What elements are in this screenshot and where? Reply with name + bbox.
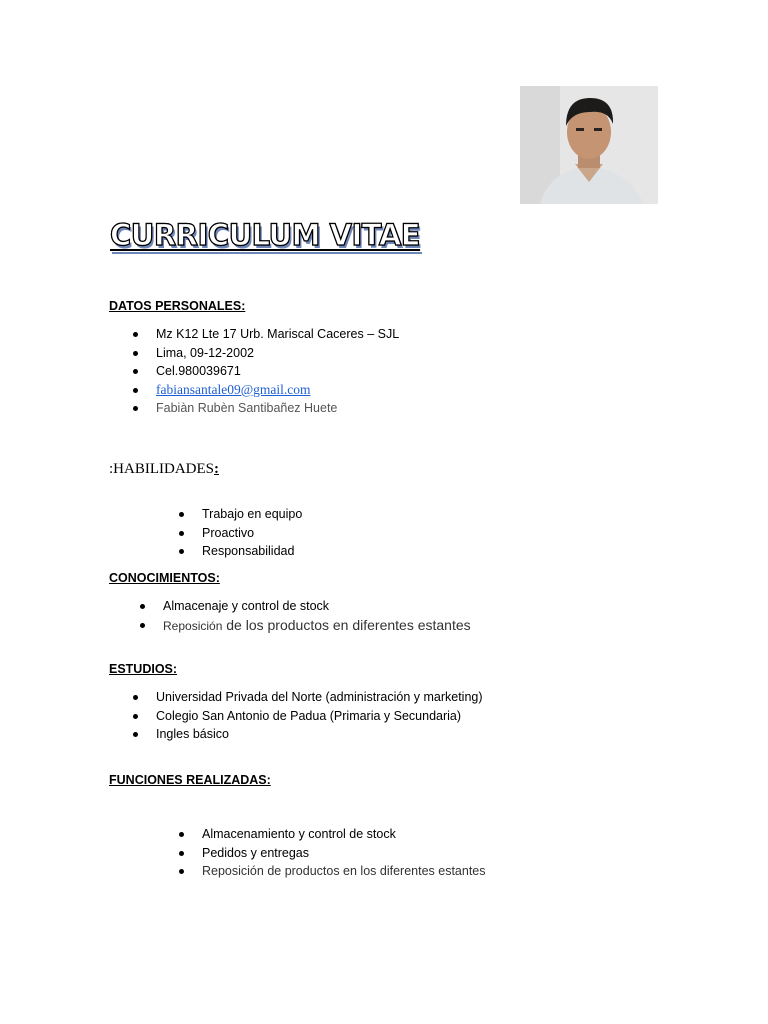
page-title: CURRICULUM VITAE: [110, 218, 421, 252]
list-item: Universidad Privada del Norte (administración y marketing): [156, 688, 483, 707]
list-item: Reposición de productos en los diferentes estantes: [202, 862, 486, 881]
list-item-text-small: Reposición: [163, 618, 223, 633]
list-item: Ingles básico: [156, 725, 483, 744]
profile-photo: [520, 86, 658, 204]
list-item: Almacenamiento y control de stock: [202, 825, 486, 844]
habilidades-heading-colon: :: [214, 461, 219, 477]
section-heading-conocimientos: CONOCIMIENTOS:: [109, 571, 220, 585]
list-item-name: Fabiàn Rubèn Santibañez Huete: [156, 399, 399, 418]
habilidades-list: [202, 505, 302, 561]
list-item-phone: Cel.980039671: [156, 362, 399, 381]
list-item-text: de los productos en diferentes estantes: [222, 616, 471, 633]
list-item: Almacenaje y control de stock: [163, 597, 471, 616]
list-item-birth: Lima, 09-12-2002: [156, 344, 399, 363]
email-link[interactable]: fabiansantale09@gmail.com: [156, 381, 311, 397]
list-item: Trabajo en equipo: [202, 505, 302, 524]
section-heading-datos-personales: DATOS PERSONALES:: [109, 299, 246, 313]
habilidades-heading-text: :HABILIDADES: [109, 461, 214, 477]
datos-personales-list: [156, 325, 399, 418]
list-item-email: [156, 381, 399, 400]
section-heading-habilidades: [109, 461, 219, 478]
section-heading-estudios: ESTUDIOS:: [109, 662, 178, 676]
list-item: [163, 616, 471, 635]
conocimientos-list: [163, 597, 471, 634]
list-item: Responsabilidad: [202, 542, 302, 561]
funciones-list: [202, 825, 486, 881]
estudios-list: [156, 688, 483, 744]
list-item: Proactivo: [202, 524, 302, 543]
list-item-address: Mz K12 Lte 17 Urb. Mariscal Caceres – SJL: [156, 325, 399, 344]
section-heading-funciones: FUNCIONES REALIZADAS:: [109, 773, 271, 787]
list-item: Colegio San Antonio de Padua (Primaria y Secundaria): [156, 707, 483, 726]
list-item: Pedidos y entregas: [202, 844, 486, 863]
